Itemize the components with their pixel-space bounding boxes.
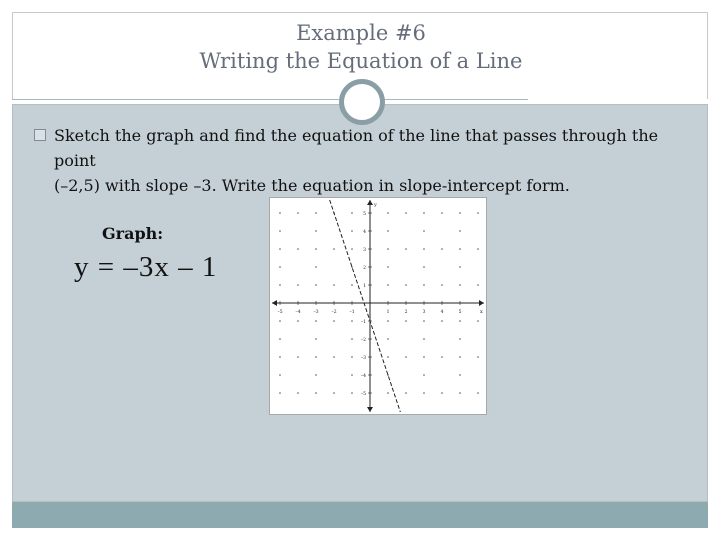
- y-tick-label: 1: [363, 284, 366, 289]
- grid-dot: [459, 230, 461, 232]
- problem-text-line-1: Sketch the graph and find the equation of the line that passes through the point: [54, 126, 659, 170]
- grid-dot: [315, 248, 317, 250]
- x-tick-label: 4: [440, 310, 444, 315]
- grid-dot: [333, 248, 335, 250]
- grid-dot: [441, 284, 443, 286]
- grid-dot: [279, 230, 281, 232]
- grid-dot: [297, 392, 299, 394]
- grid-dot: [315, 320, 317, 322]
- y-tick-label: –5: [360, 392, 366, 397]
- grid-dot: [297, 356, 299, 358]
- grid-dot: [279, 212, 281, 214]
- grid-dot: [459, 374, 461, 376]
- grid-dot: [315, 374, 317, 376]
- grid-dot: [405, 212, 407, 214]
- graph-panel: [269, 197, 487, 415]
- grid-dot: [315, 392, 317, 394]
- grid-dot: [459, 392, 461, 394]
- x-tick-label: –1: [349, 310, 355, 315]
- grid-dot: [423, 248, 425, 250]
- grid-dot: [405, 392, 407, 394]
- grid-dot: [477, 212, 479, 214]
- square-bullet-icon: [34, 129, 46, 141]
- grid-dot: [351, 248, 353, 250]
- grid-dot: [351, 284, 353, 286]
- x-tick-label: –5: [277, 310, 283, 315]
- y-tick-label: –1: [360, 320, 366, 325]
- circle-ornament-icon: [339, 79, 385, 125]
- grid-dot: [423, 374, 425, 376]
- grid-dot: [423, 320, 425, 322]
- grid-dot: [441, 392, 443, 394]
- grid-dot: [423, 266, 425, 268]
- grid-dot: [387, 356, 389, 358]
- grid-dot: [477, 320, 479, 322]
- grid-dot: [387, 212, 389, 214]
- grid-dot: [387, 266, 389, 268]
- y-tick-label: –2: [360, 338, 366, 343]
- y-axis-label: y: [374, 202, 377, 208]
- y-tick-label: 3: [363, 248, 366, 253]
- grid-dot: [405, 248, 407, 250]
- grid-dot: [333, 320, 335, 322]
- grid-dot: [387, 338, 389, 340]
- grid-dot: [405, 320, 407, 322]
- grid-dot: [279, 374, 281, 376]
- grid-dot: [333, 392, 335, 394]
- grid-dot: [297, 212, 299, 214]
- grid-dot: [459, 356, 461, 358]
- grid-dot: [315, 212, 317, 214]
- grid-dot: [459, 248, 461, 250]
- grid-dot: [351, 356, 353, 358]
- y-tick-label: –3: [360, 356, 366, 361]
- grid-dot: [387, 230, 389, 232]
- grid-dot: [459, 338, 461, 340]
- coordinate-graph: [270, 198, 486, 414]
- graph-label: Graph:: [102, 224, 164, 243]
- grid-dot: [423, 230, 425, 232]
- y-tick-label: 5: [363, 212, 366, 217]
- y-axis-arrow-down: [367, 407, 373, 412]
- grid-dot: [279, 248, 281, 250]
- problem-text: [54, 123, 694, 198]
- grid-dot: [387, 320, 389, 322]
- equation: y = –3x – 1: [74, 251, 218, 283]
- y-tick-label: 2: [363, 266, 366, 271]
- grid-dot: [351, 338, 353, 340]
- grid-dot: [351, 320, 353, 322]
- grid-dot: [477, 248, 479, 250]
- title-divider-right: [383, 99, 528, 100]
- grid-dot: [477, 356, 479, 358]
- grid-dot: [279, 266, 281, 268]
- grid-dot: [279, 356, 281, 358]
- x-tick-label: 1: [386, 310, 390, 315]
- grid-dot: [441, 320, 443, 322]
- grid-dot: [441, 212, 443, 214]
- grid-dot: [279, 338, 281, 340]
- grid-dot: [423, 392, 425, 394]
- grid-dot: [351, 212, 353, 214]
- grid-dot: [297, 320, 299, 322]
- grid-dot: [423, 338, 425, 340]
- grid-dot: [315, 356, 317, 358]
- grid-dot: [441, 248, 443, 250]
- x-tick-label: 2: [404, 310, 408, 315]
- grid-dot: [459, 212, 461, 214]
- grid-dot: [351, 230, 353, 232]
- title-divider-left: [12, 99, 339, 100]
- grid-dot: [423, 284, 425, 286]
- grid-dot: [333, 284, 335, 286]
- grid-dot: [387, 284, 389, 286]
- grid-dot: [441, 356, 443, 358]
- grid-dot: [351, 392, 353, 394]
- grid-dot: [387, 392, 389, 394]
- grid-dot: [387, 248, 389, 250]
- grid-dot: [279, 320, 281, 322]
- x-tick-label: –3: [313, 310, 319, 315]
- grid-dot: [333, 356, 335, 358]
- grid-dot: [405, 356, 407, 358]
- x-axis-arrow-right: [479, 300, 484, 306]
- grid-dot: [459, 266, 461, 268]
- grid-dot: [351, 374, 353, 376]
- x-tick-label: –2: [331, 310, 337, 315]
- grid-dot: [423, 356, 425, 358]
- grid-dot: [405, 284, 407, 286]
- grid-dot: [477, 392, 479, 394]
- grid-dot: [297, 284, 299, 286]
- x-axis-label: x: [480, 309, 483, 315]
- slide-title-line-1: Example #6: [296, 21, 426, 45]
- x-tick-label: –4: [295, 310, 301, 315]
- slide-title-line-2: Writing the Equation of a Line: [199, 49, 523, 73]
- grid-dot: [297, 248, 299, 250]
- x-axis-arrow-left: [272, 300, 277, 306]
- grid-dot: [315, 266, 317, 268]
- x-tick-label: 5: [458, 310, 462, 315]
- y-tick-label: –4: [360, 374, 366, 379]
- grid-dot: [477, 284, 479, 286]
- grid-dot: [315, 338, 317, 340]
- grid-dot: [423, 212, 425, 214]
- footer-bar: [12, 502, 708, 528]
- grid-dot: [459, 320, 461, 322]
- grid-dot: [459, 284, 461, 286]
- problem-text-line-2: (–2,5) with slope –3. Write the equation in slope-intercept form.: [54, 176, 570, 195]
- x-tick-label: 3: [422, 310, 426, 315]
- y-axis-arrow-up: [367, 200, 373, 205]
- grid-dot: [315, 230, 317, 232]
- grid-dot: [279, 392, 281, 394]
- y-tick-label: 4: [363, 230, 366, 235]
- grid-dot: [279, 284, 281, 286]
- grid-dot: [315, 284, 317, 286]
